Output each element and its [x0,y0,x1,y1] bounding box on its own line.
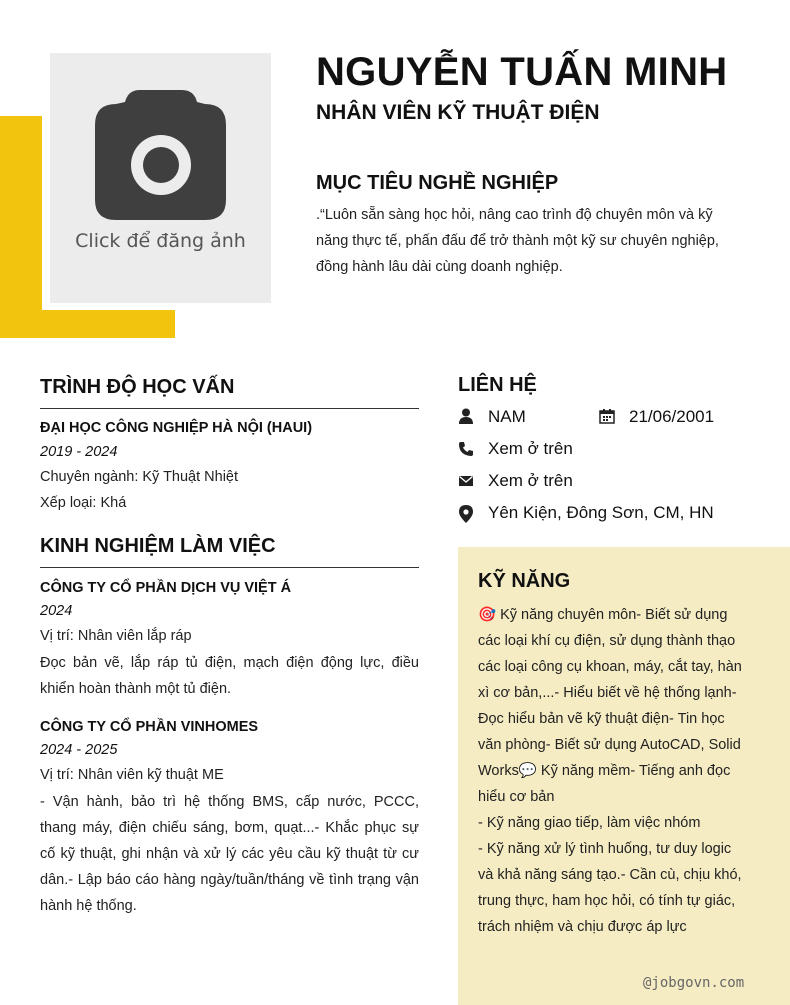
job-description: - Vận hành, bảo trì hệ thống BMS, cấp nước, PCCC, thang máy, điện chiếu sáng, bơm, quạt...- Khắc phục sự cố kỹ thuật, ghi nhận và xử lý các yêu cầu kỹ thuật từ cư dân.- Lập báo cáo hàng ngày/tuần/tháng về tình trạng vận hành hệ thống. [40,794,419,914]
mail-icon [458,473,474,489]
job-position: Vị trí: Nhân viên kỹ thuật ME [40,767,224,783]
education-years: 2019 - 2024 [40,444,118,460]
education-school: ĐẠI HỌC CÔNG NGHIỆP HÀ NỘI (HAUI) [40,420,313,436]
job-description: Đọc bản vẽ, lắp ráp tủ điện, mạch điện động lực, điều khiển hoàn thành một tủ điện. [40,655,419,697]
job-position: Vị trí: Nhân viên lắp ráp [40,628,192,644]
accent-bar-horizontal [0,310,175,338]
contact-birthday: 21/06/2001 [629,407,715,426]
job-company: CÔNG TY CỔ PHẦN DỊCH VỤ VIỆT Á [40,580,292,596]
watermark: @jobgovn.com [643,975,745,991]
education-major: Chuyên ngành: Kỹ Thuật Nhiệt [40,469,239,485]
job-company: CÔNG TY CỔ PHẦN VINHOMES [40,719,259,735]
education-rank: Xếp loại: Khá [40,495,127,511]
job-title: NHÂN VIÊN KỸ THUẬT ĐIỆN [316,101,600,124]
job-years: 2024 [40,603,73,619]
experience-title: KINH NGHIỆM LÀM VIỆC [40,535,276,557]
phone-icon [458,441,474,457]
objective-title: MỤC TIÊU NGHỀ NGHIỆP [316,172,559,194]
photo-caption: Click để đăng ảnh [75,230,246,252]
job-years: 2024 - 2025 [40,742,118,758]
education-title: TRÌNH ĐỘ HỌC VẤN [40,376,235,398]
candidate-name: NGUYỄN TUẤN MINH [316,50,728,94]
experience-divider [40,567,419,568]
skills-title: KỸ NĂNG [478,570,571,592]
contact-title: LIÊN HỆ [458,374,537,396]
camera-icon [95,90,227,220]
person-icon [458,408,474,424]
objective-text: .“Luôn sẵn sàng học hỏi, nâng cao trình độ chuyên môn và kỹ năng thực tế, phấn đấu để trở thành một kỹ sư chuyên nghiệp, đồng hành lâu dài cùng doanh nghiệp. [316,207,719,275]
accent-bar-vertical [0,116,42,338]
contact-phone: Xem ở trên [488,439,573,458]
calendar-icon [599,408,615,424]
contact-address: Yên Kiện, Đông Sơn, CM, HN [488,503,714,522]
skills-text: 🎯 Kỹ năng chuyên môn- Biết sử dụng các loại khí cụ điện, sử dụng thành thạo các loại công cụ khoan, máy, cắt tay, hàn xì cơ bản,...- Hiểu biết về hệ thống lạnh- Đọc hiểu bản vẽ kỹ thuật điện- Tin học văn phòng- Biết sử dụng AutoCAD, Solid Works💬 Kỹ năng mềm- Tiếng anh đọc hiểu cơ bản - Kỹ năng giao tiếp, làm việc nhóm - Kỹ năng xử lý tình huống, tư duy logic và khả năng sáng tạo.- Cần cù, chịu khó, trung thực, ham học hỏi, có tính tự giác, trách nhiệm và chịu được áp lực [478,607,742,935]
education-divider [40,408,419,409]
contact-email: Xem ở trên [488,471,573,490]
location-pin-icon [458,505,474,523]
contact-gender: NAM [488,407,526,426]
photo-upload[interactable] [50,53,271,303]
